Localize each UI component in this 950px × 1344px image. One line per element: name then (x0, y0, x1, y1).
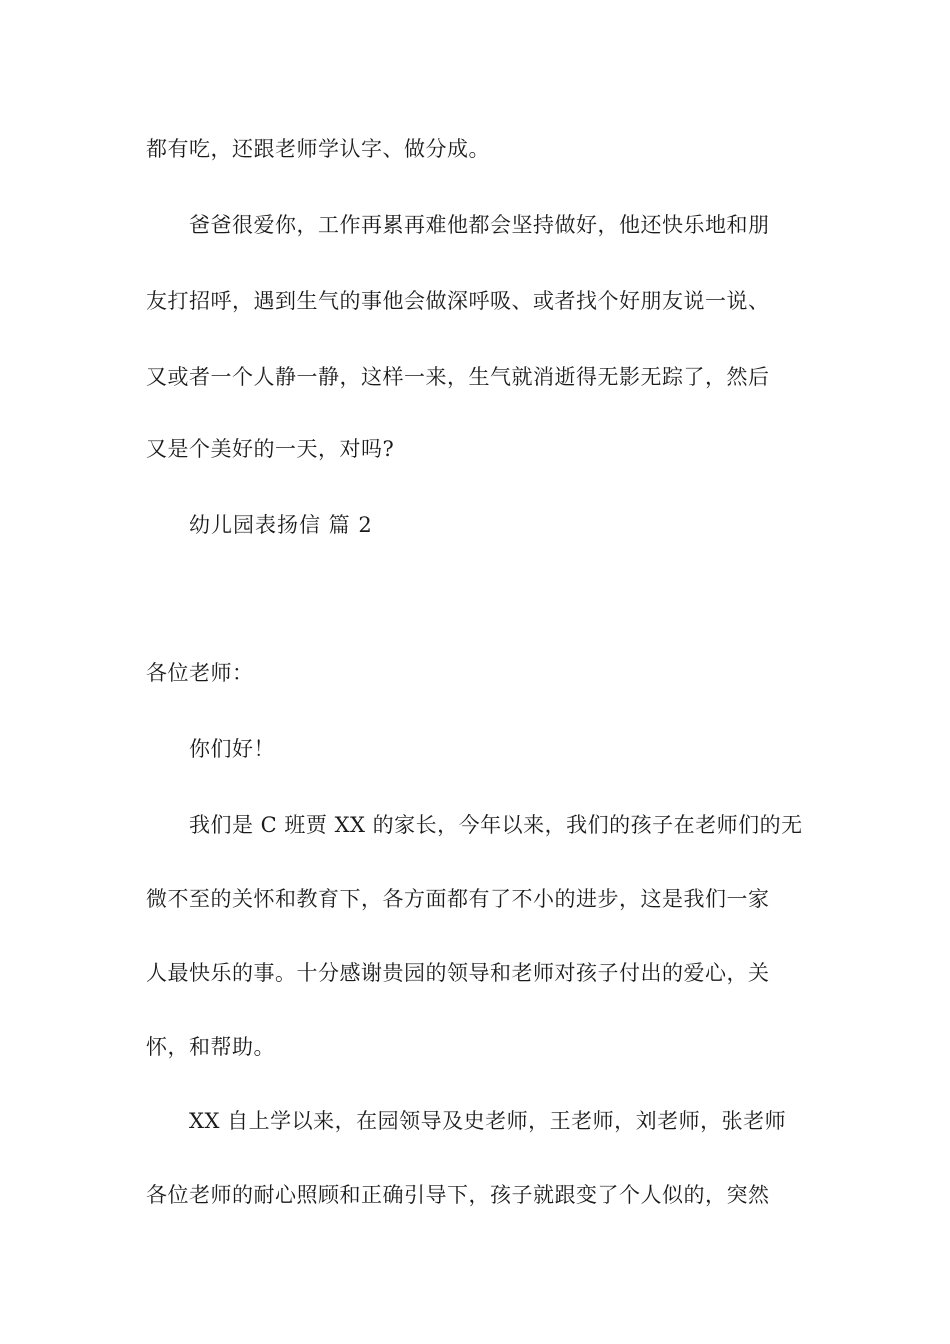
paragraph-line: 各位老师的耐心照顾和正确引导下，孩子就跟变了个人似的，突然 (146, 1183, 770, 1207)
salutation: 各位老师： (146, 661, 254, 685)
greeting: 你们好！ (189, 737, 275, 761)
paragraph-line: 我们是 C 班贾 XX 的家长，今年以来，我们的孩子在老师们的无 (189, 813, 803, 837)
section-heading: 幼儿园表扬信 篇 2 (189, 513, 373, 537)
paragraph-line: 人最快乐的事。十分感谢贵园的领导和老师对孩子付出的爱心，关 (146, 961, 770, 985)
paragraph-line: 友打招呼，遇到生气的事他会做深呼吸、或者找个好朋友说一说、 (146, 289, 770, 313)
paragraph-line: 微不至的关怀和教育下，各方面都有了不小的进步，这是我们一家 (146, 887, 770, 911)
paragraph-line: XX 自上学以来，在园领导及史老师，王老师，刘老师，张老师 (189, 1109, 787, 1133)
paragraph-line: 又是个美好的一天，对吗? (146, 437, 395, 461)
paragraph-line: 都有吃，还跟老师学认字、做分成。 (146, 137, 490, 161)
paragraph-line: 怀，和帮助。 (146, 1035, 275, 1059)
paragraph-line: 爸爸很爱你，工作再累再难他都会坚持做好，他还快乐地和朋 (189, 213, 770, 237)
paragraph-line: 又或者一个人静一静，这样一来，生气就消逝得无影无踪了，然后 (146, 365, 770, 389)
